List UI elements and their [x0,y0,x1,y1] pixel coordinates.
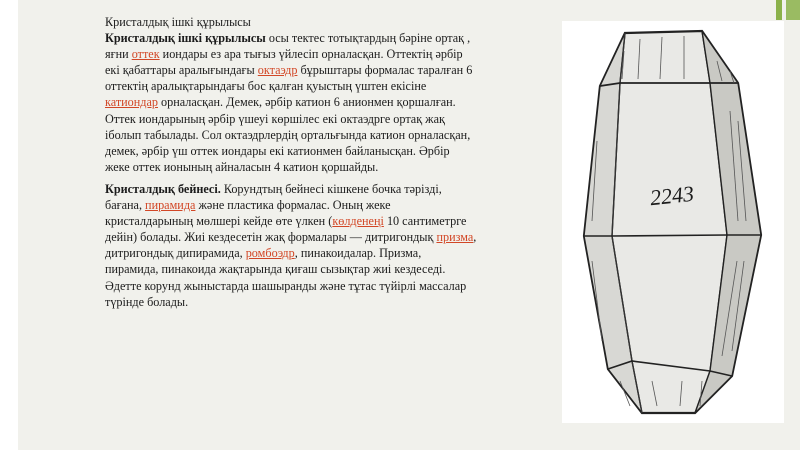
link-oxygen[interactable]: оттек [131,47,160,62]
crystal-label: 2243 [648,180,696,211]
accent-bar [776,0,782,20]
paragraph-habit [105,181,477,310]
text-run: орналасқан. Демек, әрбір катион 6 анионмен қоршалған. Оттек иондарының әрбір үшеуі көршілес екі октаэдрге ортақ жақ іболып табылады. Сол октаэдрлердің ортальғында катион орналасқан, демек, әрбір үш оттек иондары екі катионмен байланысқан. Әрбір жеке оттек ионының айналасын 4 катион қоршайды. [105,95,471,174]
text-run: бұрыштары формалас таралған 6 оттектің аралықтарындағы бос қалған қуыстың үштен екісіне [105,63,473,94]
text-run: осы тектес тотықтардың бәріне ортақ , яғни [105,31,471,62]
crystal-drawing [562,21,784,423]
text-run: , дитригондық дипирамида, [105,230,477,261]
link-rhombohedron[interactable]: ромбоэдр [245,246,295,261]
paragraph-structure [105,30,477,175]
link-cations[interactable]: катиондар [105,95,158,110]
text-run: 10 сантиметрге дейін) болады. Жиі кездесетін жақ формалары — дитригондық [105,214,467,245]
text-run: Корундтың бейнесі кішкене бочка тәрізді, бағана, [105,181,442,213]
crystal-illustration [562,21,784,423]
link-octahedron[interactable]: октаэдр [257,63,298,78]
bold-lead: Кристалдық бейнесі. [105,181,221,196]
link-pyramid[interactable]: пирамида [145,198,196,213]
accent-bar-2 [786,0,800,20]
text-run: иондары ез ара тығыз үйлесіп орналасқан. Оттектің әрбір екі қабаттары аралығындағы [105,47,463,78]
link-cross-section[interactable]: көлденеңі [332,214,384,229]
bold-lead: Кристалдық ішкі құрылысы [105,31,266,46]
text-run: , пинакоидалар. Призма, пирамида, пинакоида жақтарында қиғаш сызықтар жиі кездеседі. Әдетте корунд жыныстарда шашыранды және тұтас түйірлі массалар түрінде болады. [105,246,467,309]
text-run: және пластика формалас. Оның жеке кристалдарының мөлшері кейде өте үлкен ( [105,198,391,229]
slide-heading: Кристалдық ішкі құрылысы [105,15,251,29]
link-prism[interactable]: призма [436,230,474,245]
left-margin-bar [0,0,18,450]
text-body [105,14,477,310]
